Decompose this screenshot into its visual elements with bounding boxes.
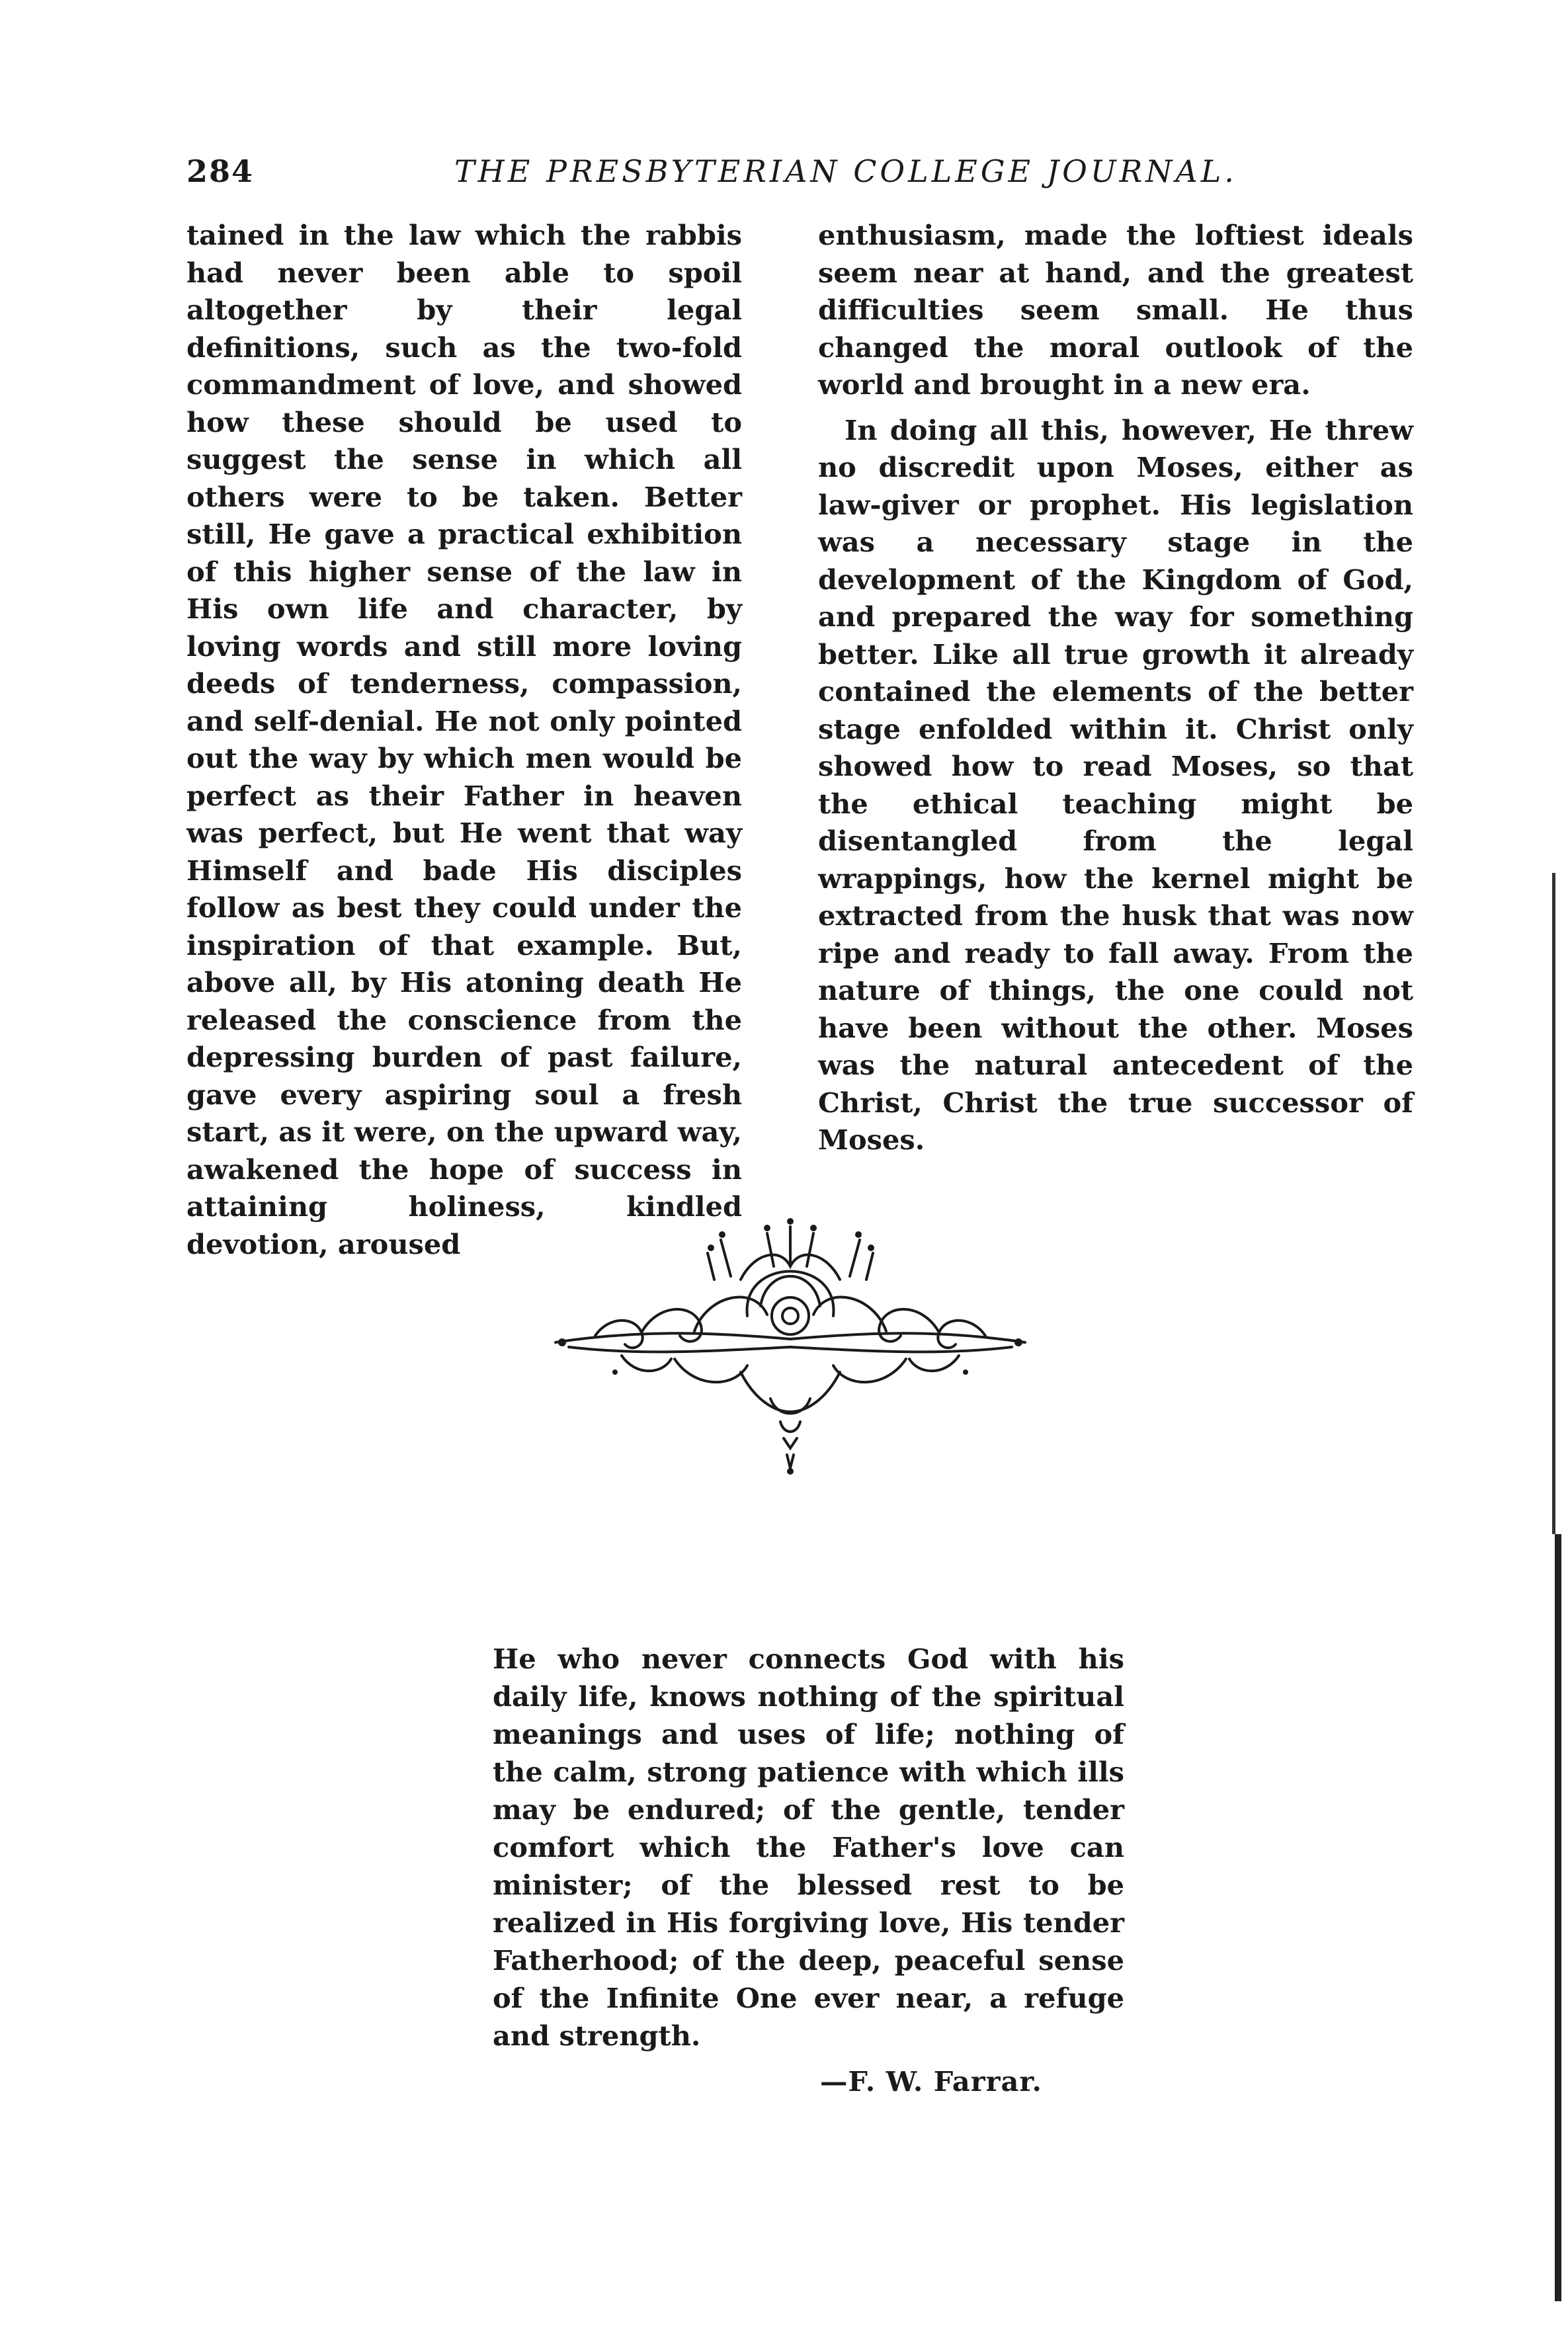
left-column [186, 217, 742, 1263]
floral-ornament-icon [542, 1174, 1038, 1478]
running-title: THE PRESBYTERIAN COLLEGE JOURNAL. [454, 153, 1237, 189]
left-column-paragraph: tained in the law which the rabbis had never been able to spoil altogether by their legal definitions, such as the two-fold commandment of love, and showed how these should be used to suggest the sense in which all others were to be taken. Better still, He gave a practical exhibition of this higher sense of the law in His own life and character, by loving words and still more loving deeds of tenderness, compassion, and self-denial. He not only pointed out the way by which men would be perfect as their Father in heaven was perfect, but He went that way Himself and bade His disciples follow as best they could under the inspiration of that example. But, above all, by His atoning death He released the conscience from the depressing burden of past failure, gave every aspiring soul a fresh start, as it were, on the upward way, awakened the hope of success in attaining holiness, kindled devotion, aroused [186, 219, 742, 1260]
quote-attribution: —F. W. Farrar. [820, 2065, 1042, 2098]
page-number: 284 [186, 153, 255, 189]
quote-text: He who never connects God with his daily life, knows nothing of the spiritual meanings and uses of life; nothing of the calm, strong patience with which ills may be endured; of the gentle, tender comfort which the Father's love can minister; of the blessed rest to be realized in His forgiving love, His tender Fatherhood; of the deep, peaceful sense of the Infinite One ever near, a refuge and strength. [493, 1643, 1124, 2052]
scan-edge-icon [1551, 873, 1564, 2301]
page-header [186, 153, 1413, 193]
right-column [818, 217, 1413, 1159]
right-column-paragraph-1: enthusiasm, made the loftiest ideals seem near at hand, and the greatest difficulties seem small. He thus changed the moral outlook of the world and brought in a new era. [818, 219, 1413, 401]
right-column-paragraph-2: In doing all this, however, He threw no discredit upon Moses, either as law-giver or prophet. His legislation was a necessary stage in the development of the Kingdom of God, and prepared the way for something better. Like all true growth it already contained the elements of the better stage enfolded within it. Christ only showed how to read Moses, so that the ethical teaching might be disentangled from the legal wrappings, how the kernel might be extracted from the husk that was now ripe and ready to fall away. From the nature of things, the one could not have been without the other. Moses was the natural antecedent of the Christ, Christ the true successor of Moses. [818, 413, 1413, 1156]
epigraph-quote [493, 1640, 1124, 2055]
